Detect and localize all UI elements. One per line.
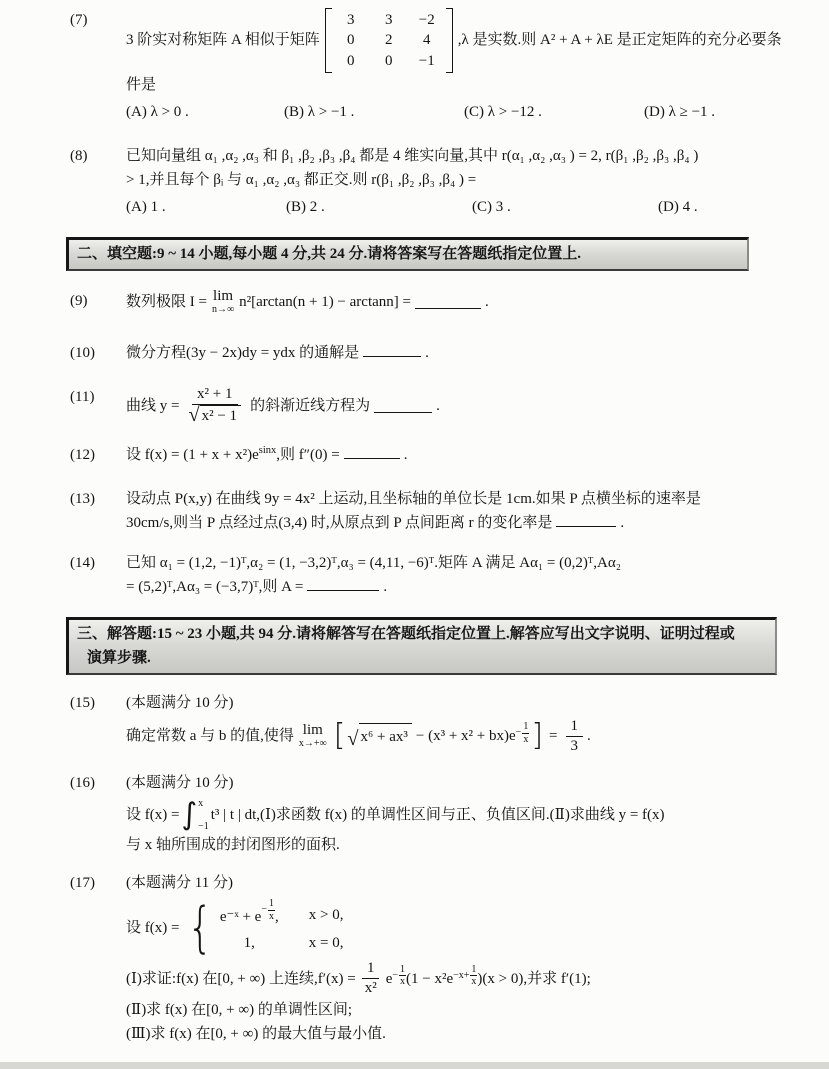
- limit-subscript: x→+∞: [298, 738, 327, 750]
- radicand: x² − 1: [200, 405, 241, 426]
- scan-edge-strip: [0, 1062, 829, 1069]
- part-1-text-a: (Ⅰ)求证:f(x) 在[0, + ∞) 上连续,f′(x) =: [126, 970, 356, 987]
- question-13-tail: .: [620, 514, 625, 531]
- mini-fraction: [470, 964, 477, 988]
- limit-subscript: n→∞: [211, 303, 235, 315]
- question-10: [70, 341, 795, 365]
- question-7-text-c: 件是: [126, 76, 157, 93]
- option-c: (C) λ > −12 .: [464, 103, 542, 120]
- exponent-sign: −: [392, 969, 399, 981]
- mini-fraction: [268, 898, 275, 922]
- matrix-cell: −1: [418, 52, 435, 69]
- part-1-text-b: e: [385, 970, 393, 987]
- square-root: [188, 405, 241, 426]
- mini-fraction: [522, 721, 529, 745]
- question-7-body: [126, 8, 795, 124]
- option-d: (D) 4 .: [658, 198, 698, 215]
- question-12-body: [126, 443, 795, 467]
- question-15-text-pre: 确定常数 a 与 b 的值,使得: [126, 728, 294, 745]
- mini-fraction-denominator: x: [523, 733, 529, 745]
- option-b: (B) λ > −1 .: [284, 103, 355, 120]
- question-17-definition: [126, 896, 795, 960]
- case-1-text: e⁻ˣ + e: [219, 909, 262, 926]
- part-1-text-c: (1 − x²e: [406, 970, 454, 987]
- section-3-header: [66, 617, 777, 675]
- exponent-fraction: [261, 898, 275, 922]
- fraction: [183, 385, 246, 427]
- question-7: [70, 8, 795, 124]
- matrix-cell: 3: [385, 12, 393, 28]
- matrix-right-bracket: [446, 8, 453, 73]
- question-9-text-pre: 数列极限 I =: [126, 293, 207, 310]
- matrix-cell: 0: [347, 52, 355, 69]
- question-13-line-1: 设动点 P(x,y) 在曲线 9y = 4x² 上运动,且坐标轴的单位长是 1cm.如果 P 点横坐标的速率是: [126, 490, 701, 507]
- question-9-text-post: n²[arctan(n + 1) − arctann] =: [239, 293, 411, 310]
- answer-blank: [307, 576, 379, 591]
- mini-fraction-numerator: 1: [400, 963, 406, 975]
- mini-fraction-denominator: x: [471, 976, 477, 988]
- question-10-text: 微分方程(3y − 2x)dy = ydx 的通解是: [126, 344, 360, 361]
- question-9: [70, 289, 795, 315]
- mini-fraction: [399, 964, 406, 988]
- case-2-expression: 1,: [243, 935, 255, 952]
- cases-brace: {: [187, 896, 214, 960]
- fraction-numerator: 1: [566, 717, 584, 737]
- answer-blank: [415, 294, 481, 309]
- fraction: [566, 717, 584, 756]
- question-12-tail: .: [403, 446, 408, 463]
- exponent: sinx: [258, 444, 277, 456]
- question-15-tail: .: [587, 728, 591, 745]
- limit-notation: [212, 289, 234, 315]
- fraction-denominator: 3: [570, 737, 578, 754]
- matrix-left-bracket: [325, 8, 332, 73]
- question-13-line-2: 30cm/s,则当 P 点经过点(3,4) 时,从原点到 P 点间距离 r 的变化率是: [126, 514, 553, 531]
- question-7-text-a: 3 阶实对称矩阵 A 相似于矩阵: [126, 32, 320, 49]
- question-11-text-pre: 曲线 y =: [126, 397, 180, 414]
- question-8-number: (8): [70, 147, 88, 164]
- question-10-number: (10): [70, 344, 95, 361]
- question-17-score: (本题满分 11 分): [126, 875, 233, 892]
- limit-notation: [299, 723, 327, 749]
- radicand: x⁶ + ax³: [359, 723, 412, 749]
- case-1-condition: x > 0,: [308, 907, 344, 924]
- question-7-options: [126, 100, 795, 124]
- question-8-line-2: > 1,并且每个 βᵢ 与 α₁ ,α₂ ,α₃ 都正交.则 r(β₁ ,β₂ ,β₃ ,β₄ ) =: [126, 171, 477, 188]
- matrix-cell: 0: [385, 52, 393, 69]
- question-11-body: [126, 385, 795, 427]
- question-17-part-1: [126, 959, 795, 998]
- question-11-text-post: 的斜渐近线方程为: [250, 397, 371, 414]
- answer-blank: [363, 342, 421, 357]
- option-c: (C) 3 .: [472, 198, 511, 215]
- option-b: (B) 2 .: [286, 198, 325, 215]
- question-16-text-post: t³ | t | dt,(Ⅰ)求函数 f(x) 的单调性区间与正、负值区间.(Ⅱ)求曲线 y = f(x): [210, 807, 665, 824]
- mini-fraction-denominator: x: [400, 976, 406, 988]
- piecewise-cases: [183, 896, 344, 960]
- mini-fraction-numerator: 1: [268, 898, 274, 910]
- question-11-number: (11): [70, 388, 95, 405]
- answer-blank: [556, 512, 616, 527]
- question-15: [70, 691, 795, 756]
- question-10-body: [126, 341, 795, 365]
- question-17-number: (17): [70, 875, 95, 892]
- question-16-number: (16): [70, 775, 95, 792]
- mini-fraction-numerator: 1: [471, 963, 477, 975]
- question-15-text-mid: − (x³ + x² + bx)e: [415, 728, 516, 745]
- option-d: (D) λ ≥ −1 .: [644, 103, 716, 120]
- question-9-number: (9): [70, 292, 88, 309]
- question-12-text-post: ,则 f″(0) =: [276, 446, 340, 463]
- question-12-number: (12): [70, 446, 95, 463]
- fraction-numerator: 1: [362, 959, 380, 979]
- question-16-line-2: 与 x 轴所围成的封闭图形的面积.: [126, 837, 340, 854]
- question-12: [70, 443, 795, 467]
- question-16-body: [126, 771, 795, 857]
- answer-blank: [374, 398, 432, 413]
- question-7-number: (7): [70, 12, 88, 28]
- question-13: [70, 487, 795, 535]
- limit-word: lim: [302, 722, 323, 739]
- limit-word: lim: [213, 287, 234, 304]
- cases-grid: [219, 898, 344, 955]
- exponent-fraction: [453, 964, 477, 988]
- question-17-body: [126, 871, 795, 1046]
- radical-sign: √: [188, 404, 200, 427]
- question-15-score: (本题满分 10 分): [126, 694, 234, 711]
- section-2-title: 二、填空题:9 ~ 14 小题,每小题 4 分,共 24 分.请将答案写在答题纸指定位置上.: [77, 245, 582, 262]
- section-2-header: [66, 237, 749, 271]
- matrix-cell: 0: [347, 32, 355, 49]
- matrix-cell: 4: [423, 32, 431, 49]
- question-16: [70, 771, 795, 857]
- question-15-formula: [126, 717, 795, 756]
- mini-fraction-denominator: x: [268, 910, 274, 922]
- option-a: (A) λ > 0 .: [126, 103, 189, 120]
- fraction-denominator: x²: [364, 980, 377, 997]
- matrix-cell: 2: [385, 32, 393, 49]
- integral-lower-limit: −1: [198, 821, 209, 833]
- question-9-body: [126, 289, 795, 315]
- question-11-tail: .: [436, 397, 440, 414]
- question-17-part-3: (Ⅲ)求 f(x) 在[0, + ∞) 的最大值与最小值.: [126, 1025, 386, 1042]
- left-bracket: [: [333, 718, 346, 754]
- question-15-number: (15): [70, 694, 95, 711]
- question-13-number: (13): [70, 490, 95, 507]
- question-17: [70, 871, 795, 1046]
- equals-sign: =: [549, 728, 558, 745]
- case-1-comma: ,: [274, 909, 279, 926]
- exponent-sign: −: [261, 904, 267, 916]
- integral-sign: ∫: [181, 797, 198, 833]
- option-a: (A) 1 .: [126, 198, 166, 215]
- question-13-body: [126, 487, 795, 535]
- question-17-part-2: (Ⅱ)求 f(x) 在[0, + ∞) 的单调性区间;: [126, 1001, 352, 1018]
- integral-limits: [198, 797, 209, 833]
- question-15-body: [126, 691, 795, 756]
- question-8-line-1: 已知向量组 α₁ ,α₂ ,α₃ 和 β₁ ,β₂ ,β₃ ,β₄ 都是 4 维实向量,其中 r(α₁ ,α₂ ,α₃ ) = 2, r(β₁ ,β₂ ,β₃ ,β₄ ): [126, 147, 699, 164]
- radical-sign: √: [347, 727, 359, 750]
- integral-upper-limit: x: [198, 798, 204, 810]
- matrix-grid: [332, 8, 446, 73]
- section-3-title-line-2: 演算步骤.: [87, 649, 151, 666]
- question-14-line-1: 已知 α₁ = (1,2, −1)ᵀ,α₂ = (1, −3,2)ᵀ,α₃ = (4,11, −6)ᵀ.矩阵 A 满足 Aα₁ = (0,2)ᵀ,Aα₂: [126, 554, 621, 571]
- fraction: [360, 959, 382, 998]
- mini-fraction-numerator: 1: [523, 721, 529, 733]
- question-14-line-2: = (5,2)ᵀ,Aα₃ = (−3,7)ᵀ,则 A =: [126, 578, 304, 595]
- question-16-text-pre: 设 f(x) =: [126, 807, 180, 824]
- exponent-sign: −: [515, 727, 522, 739]
- exponent-fraction: [392, 964, 406, 988]
- exponent-fraction: [516, 721, 530, 745]
- question-16-line-1: [126, 797, 795, 833]
- question-9-tail: .: [485, 293, 489, 310]
- question-14-body: [126, 551, 795, 599]
- question-8-body: [126, 144, 795, 219]
- question-14-number: (14): [70, 554, 95, 571]
- right-bracket: ]: [531, 718, 544, 754]
- question-16-score: (本题满分 10 分): [126, 775, 234, 792]
- question-8-options: [126, 195, 795, 219]
- case-2-condition: x = 0,: [308, 935, 344, 952]
- question-14: [70, 551, 795, 599]
- integral: [181, 797, 208, 833]
- answer-blank: [344, 444, 400, 459]
- fraction-denominator: [183, 405, 246, 427]
- question-17-text-pre: 设 f(x) =: [126, 920, 180, 937]
- question-8: [70, 144, 795, 219]
- question-11: [70, 385, 795, 427]
- question-7-text-b: ,λ 是实数.则 A² + A + λE 是正定矩阵的充分必要条: [457, 32, 782, 49]
- question-14-tail: .: [383, 578, 388, 595]
- matrix-cell: −2: [418, 12, 435, 28]
- case-1-expression: [219, 898, 279, 929]
- question-12-text-pre: 设 f(x) = (1 + x + x²)e: [126, 446, 259, 463]
- fraction-numerator: x² + 1: [192, 385, 237, 405]
- section-3-title-line-1: 三、解答题:15 ~ 23 小题,共 94 分.请将解答写在答题纸指定位置上.解答应写出文字说明、证明过程或: [77, 625, 735, 642]
- matrix: [325, 8, 453, 73]
- matrix-cell: 3: [347, 12, 355, 28]
- exponent-sign: −x+: [453, 969, 470, 981]
- part-1-text-d: )(x > 0),并求 f′(1);: [477, 970, 591, 987]
- square-root: [347, 723, 411, 749]
- question-10-tail: .: [425, 344, 429, 361]
